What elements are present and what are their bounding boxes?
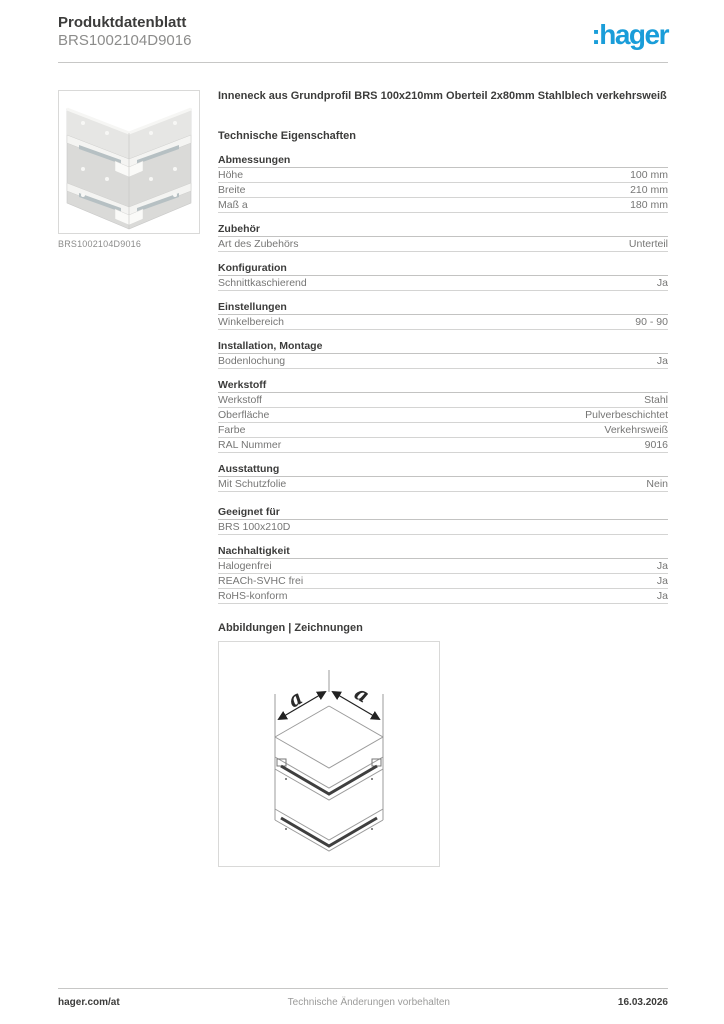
spec-value: Unterteil — [628, 238, 668, 250]
spec-label: Werkstoff — [218, 394, 262, 406]
header-divider — [58, 62, 668, 63]
drawings-heading: Abbildungen | Zeichnungen — [218, 622, 363, 634]
footer-notice: Technische Änderungen vorbehalten — [287, 997, 450, 1008]
spec-value: Ja — [656, 355, 668, 367]
spec-row — [218, 198, 668, 213]
spec-row — [218, 559, 668, 574]
spec-section-title: Einstellungen — [218, 302, 668, 315]
product-number: BRS1002104D9016 — [58, 32, 192, 49]
spec-value: Ja — [656, 560, 668, 572]
spec-value: Ja — [656, 277, 668, 289]
spec-value: 90 - 90 — [635, 316, 668, 328]
spec-section — [218, 546, 668, 604]
spec-row — [218, 183, 668, 198]
spec-section — [218, 224, 668, 252]
header — [58, 14, 668, 50]
spec-value: 100 mm — [630, 169, 668, 181]
spec-row — [218, 423, 668, 438]
spec-section-title: Konfiguration — [218, 263, 668, 276]
spec-label: Breite — [218, 184, 246, 196]
spec-section — [218, 263, 668, 291]
spec-section — [218, 464, 668, 492]
footer-divider — [58, 988, 668, 989]
spec-row — [218, 408, 668, 423]
spec-section-title: Abmessungen — [218, 155, 668, 168]
spec-label: REACh-SVHC frei — [218, 575, 304, 587]
product-description: Inneneck aus Grundprofil BRS 100x210mm Oberteil 2x80mm Stahlblech verkehrsweiß — [218, 90, 667, 102]
spec-section-title: Werkstoff — [218, 380, 668, 393]
spec-row — [218, 354, 668, 369]
spec-row — [218, 315, 668, 330]
spec-value: 210 mm — [630, 184, 668, 196]
spec-row — [218, 520, 668, 535]
spec-row — [218, 574, 668, 589]
spec-label: Halogenfrei — [218, 560, 272, 572]
spec-section — [218, 302, 668, 330]
spec-value: 180 mm — [630, 199, 668, 211]
spec-section — [218, 507, 668, 535]
spec-row — [218, 589, 668, 604]
spec-label: Maß a — [218, 199, 248, 211]
spec-section-title: Installation, Montage — [218, 341, 668, 354]
footer-date: 16.03.2026 — [617, 997, 668, 1008]
spec-label: BRS 100x210D — [218, 521, 291, 533]
spec-section — [218, 380, 668, 453]
spec-label: Winkelbereich — [218, 316, 284, 328]
hager-logo: :hager — [591, 19, 668, 50]
technical-drawing — [218, 641, 440, 867]
spec-label: Höhe — [218, 169, 244, 181]
product-image-caption: BRS1002104D9016 — [58, 239, 142, 249]
page-title: Produktdatenblatt — [58, 14, 187, 31]
spec-section-title: Nachhaltigkeit — [218, 546, 668, 559]
spec-section-title: Ausstattung — [218, 464, 668, 477]
spec-value: Ja — [656, 590, 668, 602]
product-image-column — [58, 90, 200, 249]
spec-row — [218, 276, 668, 291]
spec-row — [218, 393, 668, 408]
spec-label: Schnittkaschierend — [218, 277, 307, 289]
spec-label: RAL Nummer — [218, 439, 282, 451]
spec-sections — [218, 155, 668, 604]
spec-label: Bodenlochung — [218, 355, 286, 367]
footer-website[interactable]: hager.com/at — [58, 997, 120, 1008]
spec-row — [218, 477, 668, 492]
spec-label: Farbe — [218, 424, 246, 436]
dimension-label-a-right: a — [350, 680, 374, 708]
spec-label: Art des Zubehörs — [218, 238, 299, 250]
spec-row — [218, 168, 668, 183]
dimension-label-a-left: a — [283, 685, 307, 713]
spec-value: Verkehrsweiß — [604, 424, 668, 436]
spec-value: Nein — [646, 478, 668, 490]
spec-value: 9016 — [644, 439, 668, 451]
spec-section-title: Geeignet für — [218, 507, 668, 520]
product-image — [58, 90, 200, 234]
spec-section-title: Zubehör — [218, 224, 668, 237]
header-titles — [58, 14, 191, 50]
spec-value: Ja — [656, 575, 668, 587]
spec-value: Stahl — [644, 394, 668, 406]
spec-section — [218, 341, 668, 369]
spec-row — [218, 438, 668, 453]
spec-row — [218, 237, 668, 252]
spec-section — [218, 155, 668, 213]
tech-properties-heading: Technische Eigenschaften — [218, 130, 356, 142]
spec-label: RoHS-konform — [218, 590, 288, 602]
spec-value: Pulverbeschichtet — [585, 409, 668, 421]
footer — [58, 997, 668, 1008]
product-photo-drawing — [59, 91, 199, 233]
spec-label: Oberfläche — [218, 409, 270, 421]
main-content — [218, 90, 668, 867]
spec-label: Mit Schutzfolie — [218, 478, 287, 490]
isometric-drawing — [219, 642, 439, 866]
